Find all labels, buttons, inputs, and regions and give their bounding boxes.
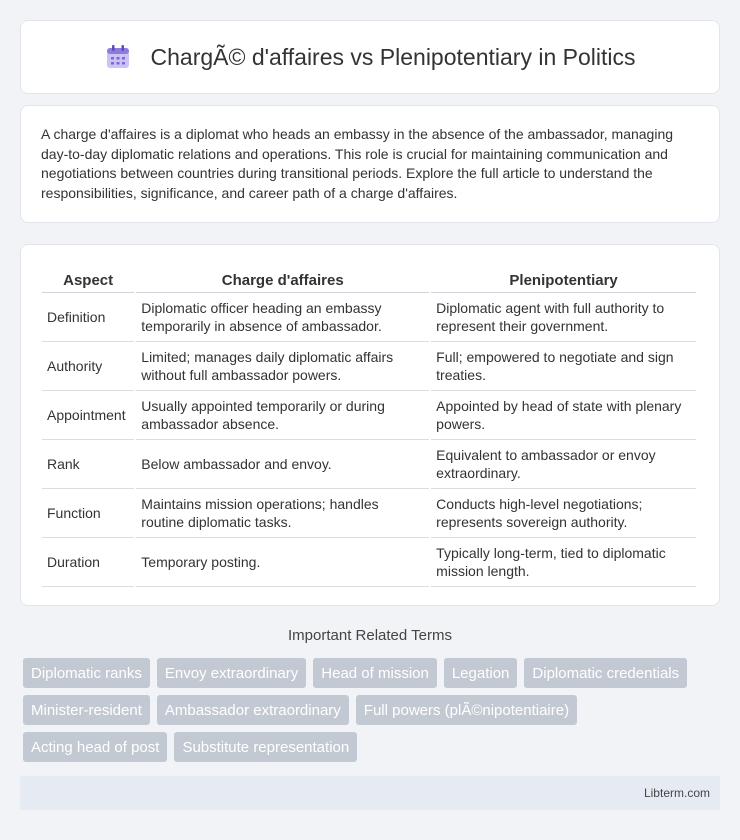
tag-ambassador-extraordinary[interactable]: Ambassador extraordinary [157, 695, 349, 725]
tag-envoy-extraordinary[interactable]: Envoy extraordinary [157, 658, 306, 688]
comparison-card [20, 244, 720, 606]
title-card [20, 20, 720, 94]
row-aspect: Rank [42, 440, 134, 489]
row-aspect: Duration [42, 538, 134, 587]
tag-head-of-mission[interactable]: Head of mission [313, 658, 437, 688]
table-row [42, 538, 696, 587]
row-plenipotentiary: Typically long-term, tied to diplomatic mission length. [431, 538, 696, 587]
row-charge-daffaires: Diplomatic officer heading an embassy temporarily in absence of ambassador. [136, 293, 429, 342]
table-header-row [42, 266, 696, 293]
row-aspect: Function [42, 489, 134, 538]
tag-minister-resident[interactable]: Minister-resident [23, 695, 150, 725]
header-charge-daffaires: Charge d'affaires [136, 266, 429, 293]
row-charge-daffaires: Temporary posting. [136, 538, 429, 587]
table-row [42, 489, 696, 538]
row-plenipotentiary: Conducts high-level negotiations; represents sovereign authority. [431, 489, 696, 538]
intro-card [20, 105, 720, 223]
footer-site-link[interactable]: Libterm.com [643, 786, 710, 800]
tag-substitute-representation[interactable]: Substitute representation [174, 732, 357, 762]
footer [20, 776, 720, 810]
header-aspect: Aspect [42, 266, 134, 293]
related-terms-list [23, 658, 723, 762]
table-row [42, 342, 696, 391]
tag-full-powers[interactable]: Full powers (plÃ©nipotentiaire) [356, 695, 577, 725]
page-title: ChargÃ© d'affaires vs Plenipotentiary in Politics [150, 43, 636, 70]
row-plenipotentiary: Diplomatic agent with full authority to represent their government. [431, 293, 696, 342]
header-plenipotentiary: Plenipotentiary [431, 266, 696, 293]
row-aspect: Definition [42, 293, 134, 342]
row-aspect: Authority [42, 342, 134, 391]
tag-legation[interactable]: Legation [444, 658, 518, 688]
comparison-table [40, 266, 698, 587]
row-plenipotentiary: Full; empowered to negotiate and sign treaties. [431, 342, 696, 391]
row-charge-daffaires: Below ambassador and envoy. [136, 440, 429, 489]
row-charge-daffaires: Limited; manages daily diplomatic affairs without full ambassador powers. [136, 342, 429, 391]
tag-acting-head-of-post[interactable]: Acting head of post [23, 732, 167, 762]
row-charge-daffaires: Maintains mission operations; handles routine diplomatic tasks. [136, 489, 429, 538]
table-row [42, 391, 696, 440]
intro-paragraph: A charge d'affaires is a diplomat who heads an embassy in the absence of the ambassador, managing day-to-day diplomatic relations and operations. This role is crucial for maintaining communication and negotiations between countries during transitional periods. Explore the full article to understand the responsibilities, significance, and career path of a charge d'affaires. [41, 126, 674, 201]
table-row [42, 440, 696, 489]
table-row [42, 293, 696, 342]
related-terms-heading: Important Related Terms [288, 627, 452, 644]
row-aspect: Appointment [42, 391, 134, 440]
row-charge-daffaires: Usually appointed temporarily or during ambassador absence. [136, 391, 429, 440]
calendar-icon [105, 44, 131, 70]
tag-diplomatic-credentials[interactable]: Diplomatic credentials [524, 658, 687, 688]
row-plenipotentiary: Appointed by head of state with plenary powers. [431, 391, 696, 440]
tag-diplomatic-ranks[interactable]: Diplomatic ranks [23, 658, 150, 688]
row-plenipotentiary: Equivalent to ambassador or envoy extraordinary. [431, 440, 696, 489]
